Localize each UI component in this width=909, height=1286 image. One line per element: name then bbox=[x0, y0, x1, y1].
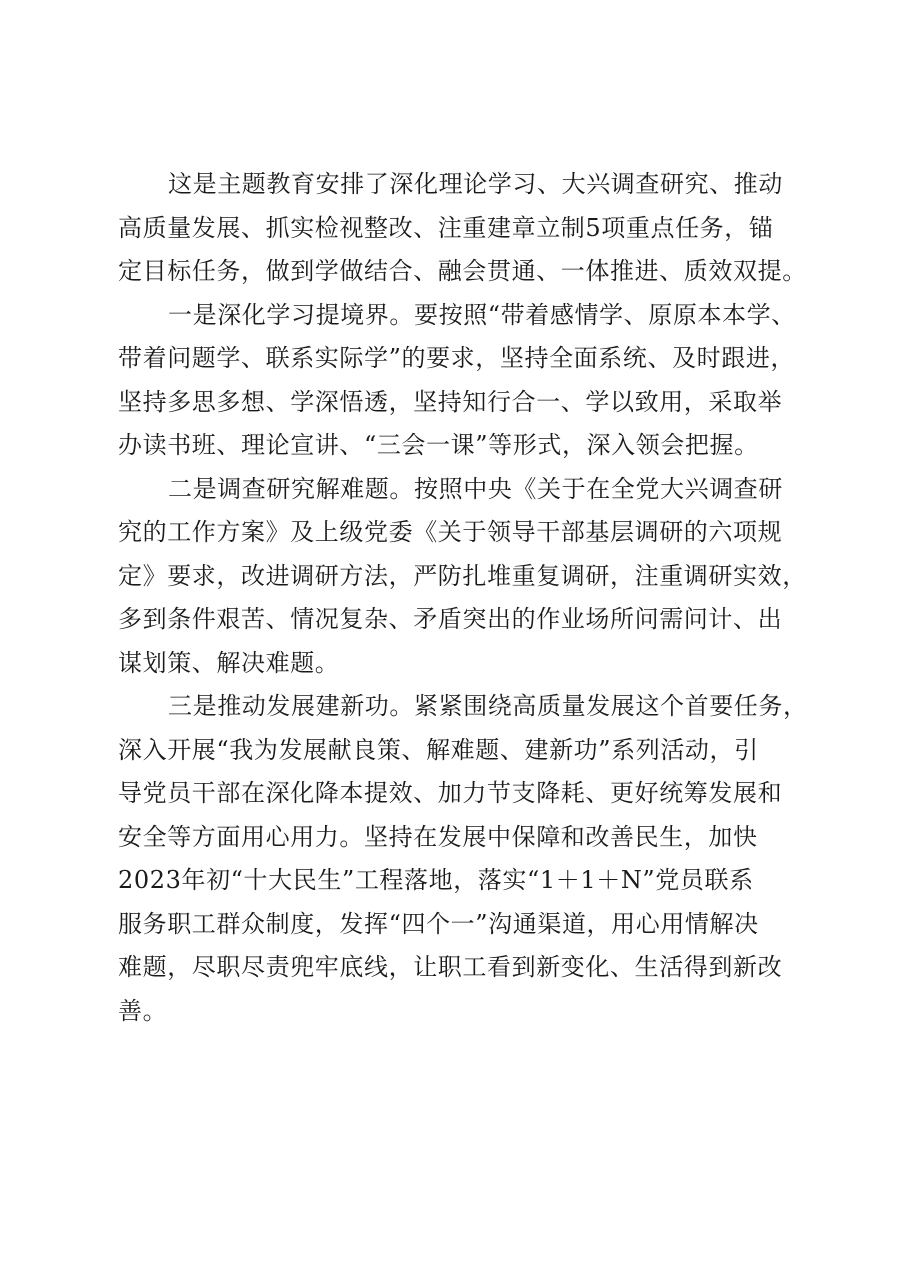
paragraph-line: 带着问题学、联系实际学”的要求，坚持全面系统、及时跟进， bbox=[118, 344, 796, 372]
paragraph-line: 高质量发展、抓实检视整改、注重建章立制5项重点任务，锚 bbox=[118, 213, 774, 242]
paragraph-line: 三是推动发展建新功。紧紧围绕高质量发展这个首要任务， bbox=[168, 692, 808, 720]
paragraph-3 bbox=[118, 468, 807, 686]
paragraph-line: 究的工作方案》及上级党委《关于领导干部基层调研的六项规 bbox=[118, 518, 783, 546]
paragraph-line: 定目标任务，做到学做结合、融会贯通、一体推进、质效双提。 bbox=[118, 257, 807, 285]
paragraph-line: 定》要求，改进调研方法，严防扎堆重复调研，注重调研实效， bbox=[118, 561, 807, 590]
paragraph-4 bbox=[118, 685, 808, 1033]
paragraph-line: 办读书班、理论宣讲、“三会一课”等形式，深入领会把握。 bbox=[118, 431, 759, 459]
paragraph-line: 2023年初“十大民生”工程落地，落实“1＋1＋N”党员联系 bbox=[118, 866, 754, 894]
paragraph-line: 难题，尽职尽责兜牢底线，让职工看到新变化、生活得到新改 bbox=[118, 953, 783, 981]
paragraph-line: 这是主题教育安排了深化理论学习、大兴调查研究、推动 bbox=[168, 170, 783, 198]
paragraph-line: 安全等方面用心用力。坚持在发展中保障和改善民生，加快 bbox=[118, 822, 758, 851]
document-body bbox=[118, 163, 808, 1033]
paragraph-line: 服务职工群众制度，发挥“四个一”沟通渠道，用心用情解决 bbox=[118, 909, 759, 938]
paragraph-line: 多到条件艰苦、情况复杂、矛盾突出的作业场所问需问计、出 bbox=[118, 605, 783, 633]
paragraph-line: 深入开展“我为发展献良策、解难题、建新功”系列活动，引 bbox=[118, 735, 759, 764]
paragraph-2 bbox=[118, 294, 804, 468]
paragraph-line: 导党员干部在深化降本提效、加力节支降耗、更好统筹发展和 bbox=[118, 779, 783, 807]
paragraph-line: 善。 bbox=[118, 996, 168, 1025]
paragraph-1 bbox=[118, 163, 807, 294]
paragraph-line: 二是调查研究解难题。按照中央《关于在全党大兴调查研 bbox=[168, 474, 783, 503]
paragraph-line: 谋划策、解决难题。 bbox=[118, 648, 340, 677]
paragraph-line: 一是深化学习提境界。要按照“带着感情学、原原本本学、 bbox=[168, 300, 796, 329]
paragraph-line: 坚持多思多想、学深悟透，坚持知行合一、学以致用，采取举 bbox=[118, 387, 783, 416]
